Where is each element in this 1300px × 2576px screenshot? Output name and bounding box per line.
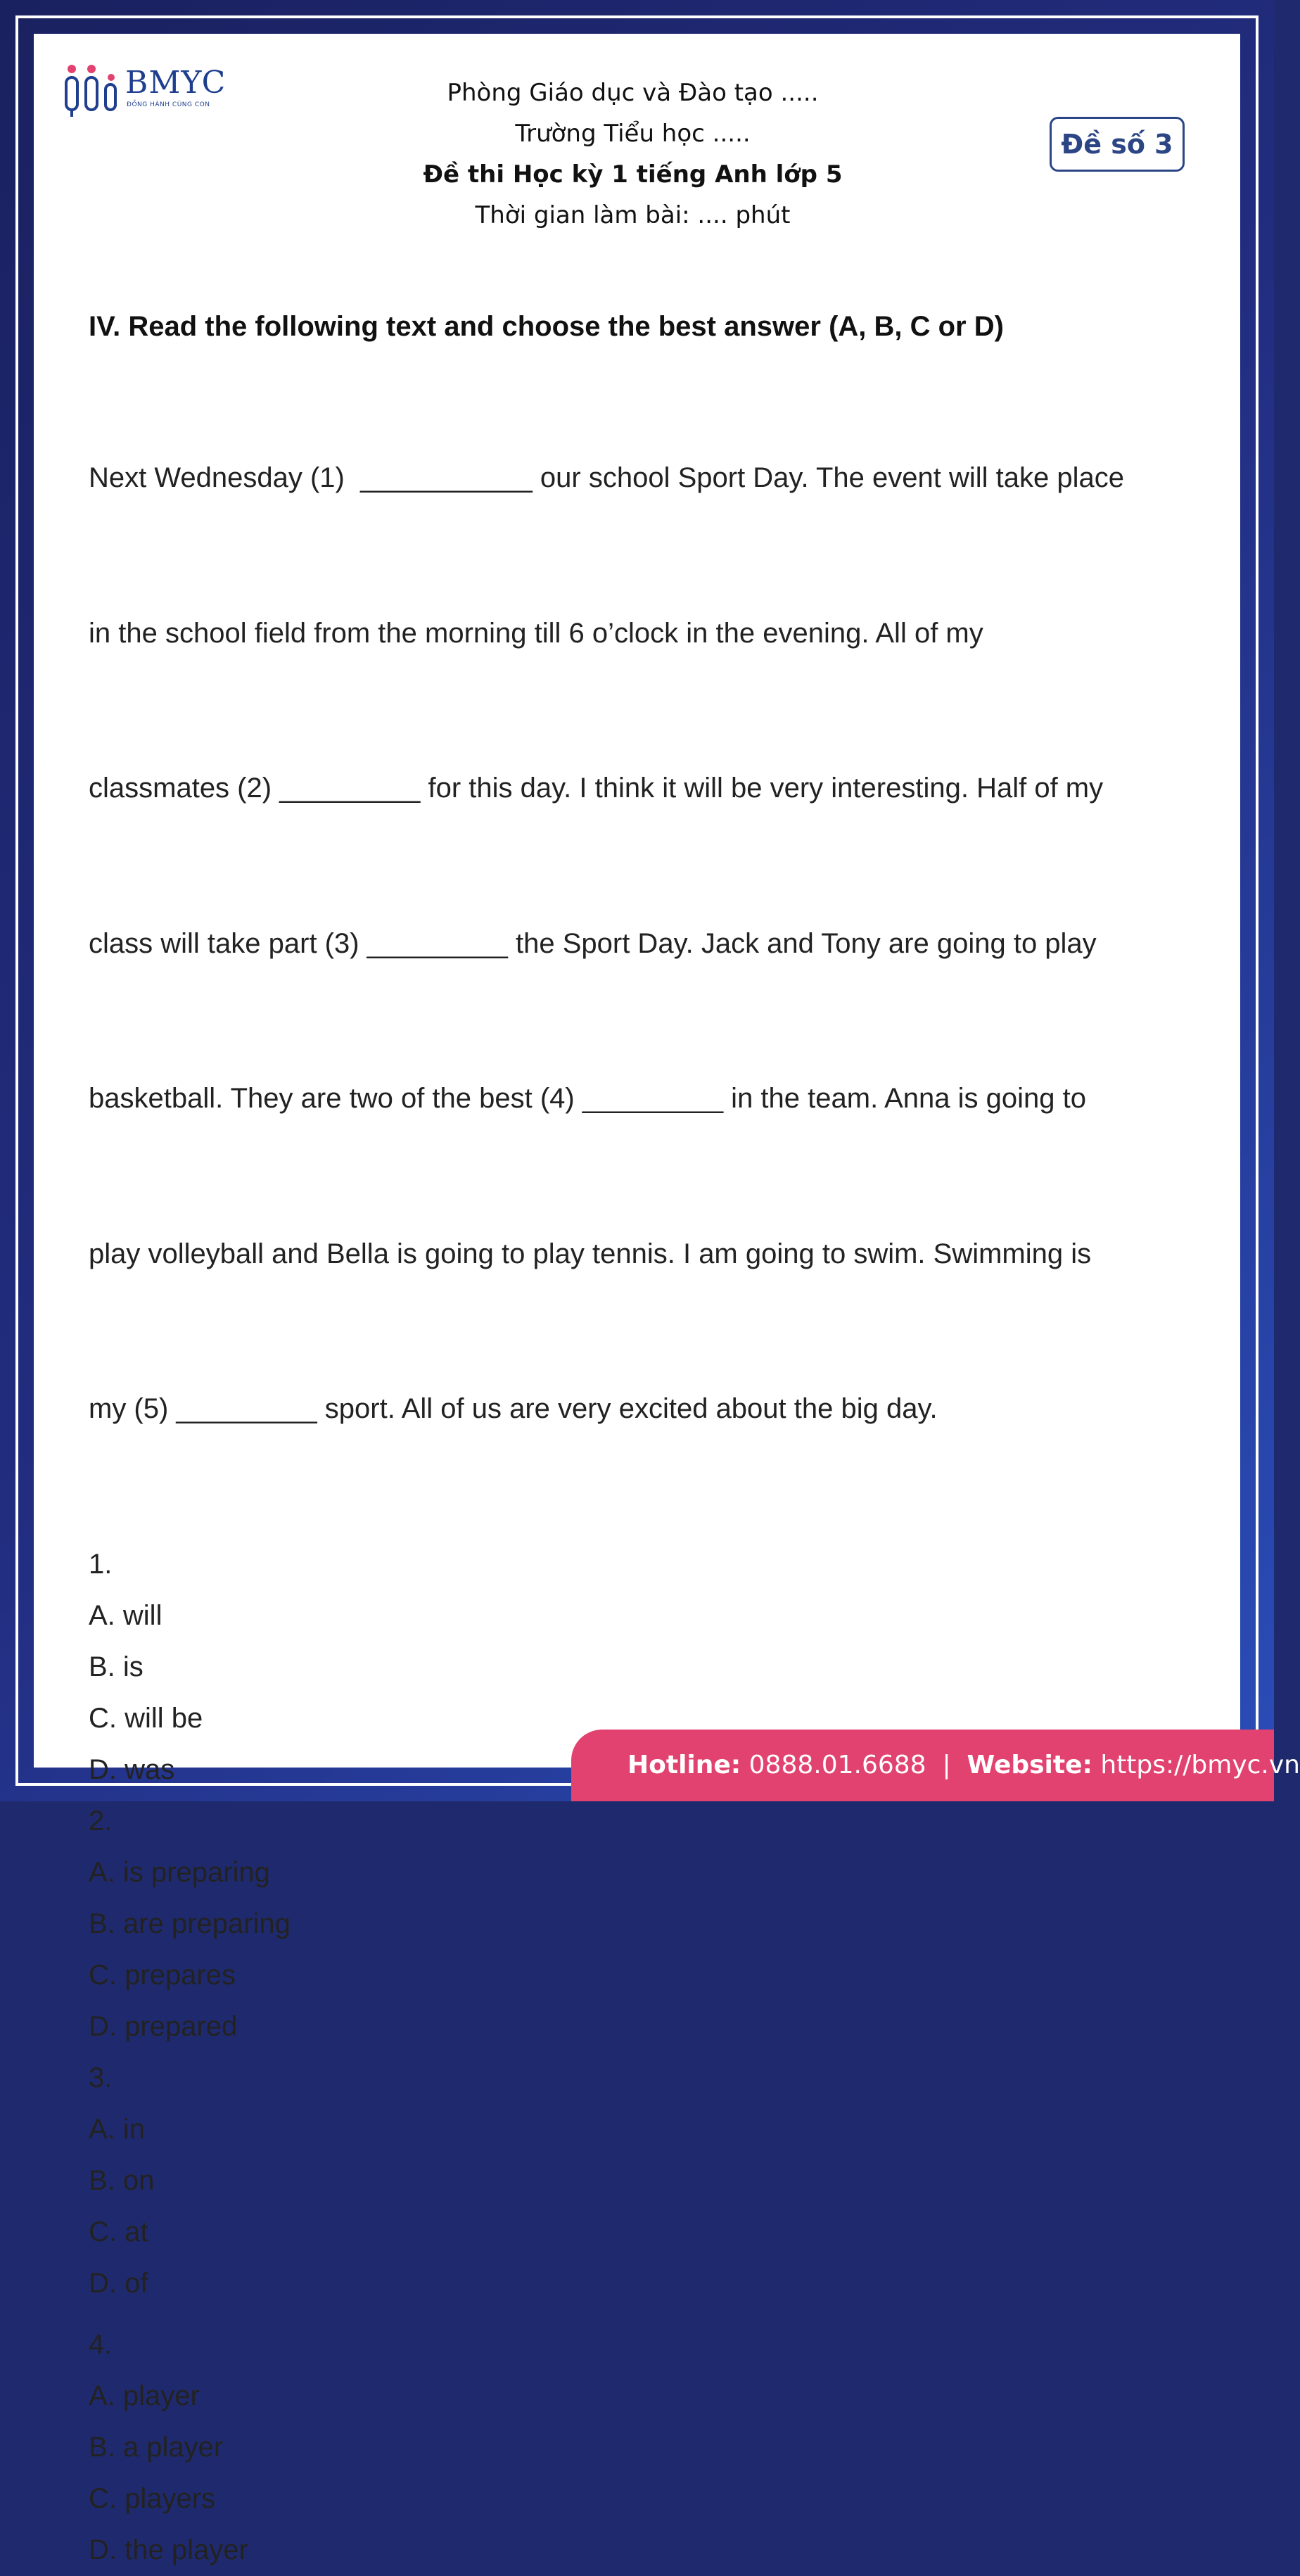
exam-number-badge: Đề số 3 (1050, 117, 1185, 172)
answer-option: C. will be (89, 1702, 203, 1734)
footer-separator: | (942, 1751, 951, 1779)
answer-option: A. will (89, 1599, 162, 1631)
question-2 (89, 1796, 1200, 2052)
exam-title: Đề thi Học kỳ 1 tiếng Anh lớp 5 (423, 160, 843, 189)
question-number: 1. (89, 1548, 113, 1580)
question-number: 4. (89, 2328, 113, 2360)
website-link[interactable]: https://bmyc.vn (1100, 1751, 1300, 1779)
answer-option: B. on (89, 2164, 155, 2196)
passage-line: my (5) _________ sport. All of us are very excited about the big day. (89, 1393, 938, 1424)
department-line: Phòng Giáo dục và Đào tạo ..... (447, 79, 819, 107)
hotline-label: Hotline: (627, 1751, 741, 1779)
website-label: Website: (967, 1751, 1092, 1779)
answer-option: C. players (89, 2482, 216, 2514)
time-line: Thời gian làm bài: .... phút (475, 201, 791, 229)
answer-option: A. in (89, 2113, 146, 2145)
exam-content (89, 301, 1200, 2576)
passage-line: play volleyball and Bella is going to play tennis. I am going to swim. Swimming is (89, 1238, 1092, 1269)
passage-line: class will take part (3) _________ the Sport Day. Jack and Tony are going to play (89, 927, 1097, 959)
passage-line: Next Wednesday (1) ___________ our school Sport Day. The event will take place (89, 462, 1124, 493)
question-4 (89, 2319, 1200, 2576)
answer-option: A. is preparing (89, 1856, 270, 1888)
reading-passage (89, 349, 1200, 1539)
answer-option: D. prepared (89, 2010, 238, 2042)
question-number: 2. (89, 1805, 113, 1836)
footer-contact (627, 1730, 1300, 1801)
logo-brand: BMYC (125, 65, 227, 101)
answer-option: C. prepares (89, 1959, 236, 1991)
section-title: IV. Read the following text and choose the best answer (A, B, C or D) (89, 311, 1004, 342)
answer-option: B. are preparing (89, 1908, 291, 1939)
logo-tagline: ĐỒNG HÀNH CÙNG CON (127, 101, 210, 108)
answer-option: B. a player (89, 2431, 224, 2463)
contact-footer (571, 1730, 1300, 1801)
question-number: 3. (89, 2062, 113, 2093)
passage-line: basketball. They are two of the best (4) _________ in the team. Anna is going to (89, 1083, 1086, 1114)
passage-line: in the school field from the morning till 6 o’clock in the evening. All of my (89, 617, 983, 649)
answer-option: C. at (89, 2216, 148, 2247)
answer-option: D. was (89, 1753, 175, 1785)
hotline-number[interactable]: 0888.01.6688 (748, 1751, 926, 1779)
question-3 (89, 2052, 1200, 2309)
answer-option: D. the player (89, 2534, 248, 2565)
answer-option: B. is (89, 1651, 144, 1682)
passage-line: classmates (2) _________ for this day. I think it will be very interesting. Half of my (89, 773, 1104, 804)
answer-option: A. player (89, 2380, 200, 2411)
school-line: Trường Tiểu học ..... (515, 120, 751, 148)
answer-option: D. of (89, 2267, 148, 2299)
